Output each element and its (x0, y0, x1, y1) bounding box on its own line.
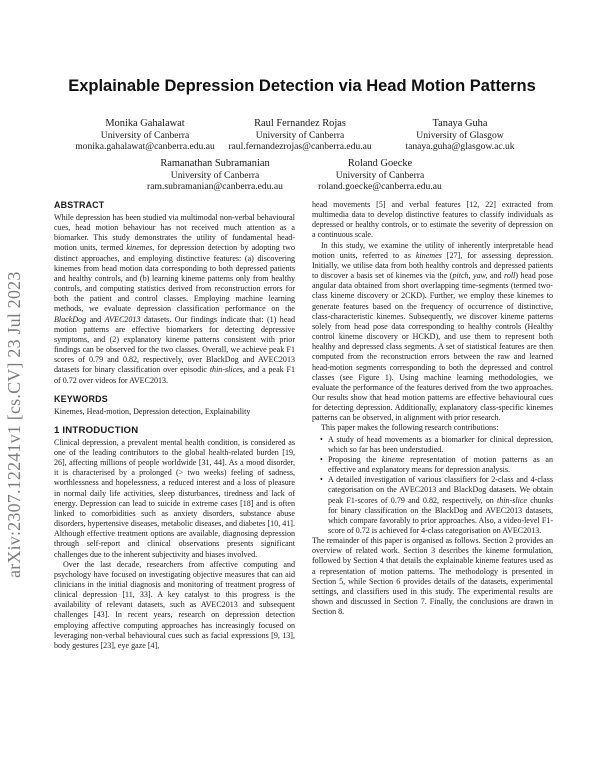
author-block (305, 157, 455, 192)
contributions-list (312, 435, 553, 537)
section-heading-introduction: 1 INTRODUCTION (54, 424, 139, 436)
keywords-heading: KEYWORDS (54, 393, 108, 404)
author-email[interactable]: raul.fernandezrojas@canberra.edu.au (228, 141, 372, 152)
intro-paragraph: In this study, we examine the utility of inherently interpretable head motion units, referred to as kinemes [27], for assessing depression. Initially, we utilise data from both healthy controls and depressed patients to discover a basis set of kinemes via the (pitch, yaw, and roll) head pose angular data obtained from short overlapping time-segments (termed two-class kineme discovery or 2CKD). Further, we employ these kinemes to generate features based on the frequency of occurrence of distinctive, class-characteristic kinemes. Subsequently, we discover kineme patterns solely from head pose data corresponding to healthy controls (Healthy control kineme discovery or HCKD), and use them to represent both healthy and depressed class segments. A set of statistical features are then computed from the reconstruction errors between the raw and learned head-motion segments corresponding to both the depressed and control classes (see Figure 1). Using machine learning methodologies, we evaluate the performance of the features derived from the two approaches. Our results show that head motion patterns are effective behavioural cues for detecting depression. Additionally, explanatory class-specific kinemes patterns can be observed, in alignment with prior research. (312, 240, 553, 423)
arxiv-identifier[interactable]: arXiv:2307.12241v1 [cs.CV] 23 Jul 2023 (4, 271, 24, 578)
bullet-icon: • (320, 475, 323, 485)
author-email[interactable]: ram.subramanian@canberra.edu.au (147, 181, 283, 192)
author-affiliation: University of Glasgow (416, 130, 504, 141)
author-email[interactable]: roland.goecke@canberra.edu.au (318, 181, 442, 192)
author-name: Roland Goecke (347, 158, 413, 169)
bullet-icon: • (320, 454, 323, 464)
author-block (225, 117, 375, 152)
left-column (54, 200, 295, 651)
intro-paragraph: head movements [5] and verbal features [12, 22] extracted from multimedia data to develop distinctive features to classify individuals as depressed or healthy controls, or to estimate the severity of depression on a continuous scale. (312, 200, 553, 240)
paper-outline-paragraph: The remainder of this paper is organised as follows. Section 2 provides an overview of related work. Section 3 describes the kineme formulation, followed by Section 4 that details the explainable kineme features used as a representation of motion patterns. The methodology is presented in Section 5, while Section 6 provides details of the datasets, experimental settings, and classifiers used in this study. The experimental results are shown and discussed in Section 7. Finally, the conclusions are drawn in Section 8. (312, 536, 553, 617)
author-block (385, 117, 535, 152)
author-affiliation: University of Canberra (255, 130, 345, 141)
author-affiliation: University of Canberra (100, 130, 190, 141)
list-item: • Proposing the kineme representation of motion patterns as an effective and explanatory means for depression analysis. (320, 454, 553, 475)
contributions-intro: This paper makes the following research contributions: (321, 423, 499, 433)
author-email[interactable]: monika.gahalawat@canberra.edu.au (75, 141, 215, 152)
right-column (312, 200, 553, 617)
author-affiliation: University of Canberra (335, 170, 425, 181)
author-name: Tanaya Guha (432, 118, 488, 129)
abstract-text: While depression has been studied via multimodal non-verbal behavioural cues, head motion behaviour has not received much attention as a biomarker. This study demonstrates the utility of fundamental head-motion units, termed kinemes, for depression detection by adopting two distinct approaches, and employing distinctive features: (a) discovering kinemes from head motion data corresponding to both depressed patients and healthy controls, and (b) learning kineme patterns only from healthy controls, and computing statistics derived from reconstruction errors for both the patient and control classes. Employing machine learning methods, we evaluate depression classification performance on the BlackDog and AVEC2013 datasets. Our findings indicate that: (1) head motion patterns are effective biomarkers for detecting depressive symptoms, and (2) explanatory kineme patterns consistent with prior findings can be observed for the two classes. Overall, we achieve peak F1 scores of 0.79 and 0.82, respectively, over BlackDog and AVEC2013 datasets for binary classification over episodic thin-slices, and a peak F1 of 0.72 over videos for AVEC2013. (54, 213, 295, 385)
author-name: Monika Gahalawat (105, 118, 185, 129)
paper-title: Explainable Depression Detection via Head Motion Patterns (68, 77, 536, 95)
author-email[interactable]: tanaya.guha@glasgow.ac.uk (405, 141, 515, 152)
intro-paragraph: Over the last decade, researchers from affective computing and psychology have focused on investigating objective measures that can aid clinicians in the initial diagnosis and monitoring of treatment progress of clinical depression [11, 33]. A key catalyst to this progress is the availability of relevant datasets, such as AVEC2013 and subsequent challenges [43]. In recent years, research on depression detection employing affective computing approaches has increasingly focused on leveraging non-verbal behavioural cues such as facial expressions [9, 13], body gestures [23], eye gaze [4], (54, 559, 295, 650)
keywords-text: Kinemes, Head-motion, Depression detection, Explainability (54, 406, 251, 416)
intro-paragraph: Clinical depression, a prevalent mental health condition, is considered as one of the leading contributors to the global health-related burden [19, 26], affecting millions of people worldwide [31, 44]. As a mood disorder, it is characterised by a prolonged (> two weeks) feeling of sadness, worthlessness and hopelessness, a reduced interest and a loss of pleasure in normal daily life activities, sleep disturbances, tiredness and lack of energy. Depression can lead to suicide in extreme cases [18] and is often linked to comorbidities such as anxiety disorders, substance abuse disorders, hypertensive diseases, metabolic diseases, and diabetes [10, 41]. Although effective treatment options are available, diagnosing depression through self-report and clinical observations presents significant challenges due to the inherent subjectivity and biases involved. (54, 437, 295, 559)
list-item: • A study of head movements as a biomarker for clinical depression, which so far has been understudied. (320, 434, 553, 454)
author-name: Raul Fernandez Rojas (254, 118, 346, 129)
abstract-heading: ABSTRACT (54, 200, 105, 210)
list-item: • A detailed investigation of various classifiers for 2-class and 4-class categorisation on the AVEC2013 and BlackDog datasets. We obtain peak F1-scores of 0.79 and 0.82, respectively, on thin-slice chunks for binary classification on the BlackDog and AVEC2013 datasets, which compare favorably to prior approaches. Also, a video-level F1-score of 0.72 is achieved for 4-class categorisation on AVEC2013. (320, 475, 554, 535)
bullet-icon: • (320, 434, 323, 444)
author-affiliation: University of Canberra (170, 170, 260, 181)
author-block (70, 117, 220, 152)
author-name: Ramanathan Subramanian (160, 158, 270, 169)
author-block (130, 157, 300, 192)
